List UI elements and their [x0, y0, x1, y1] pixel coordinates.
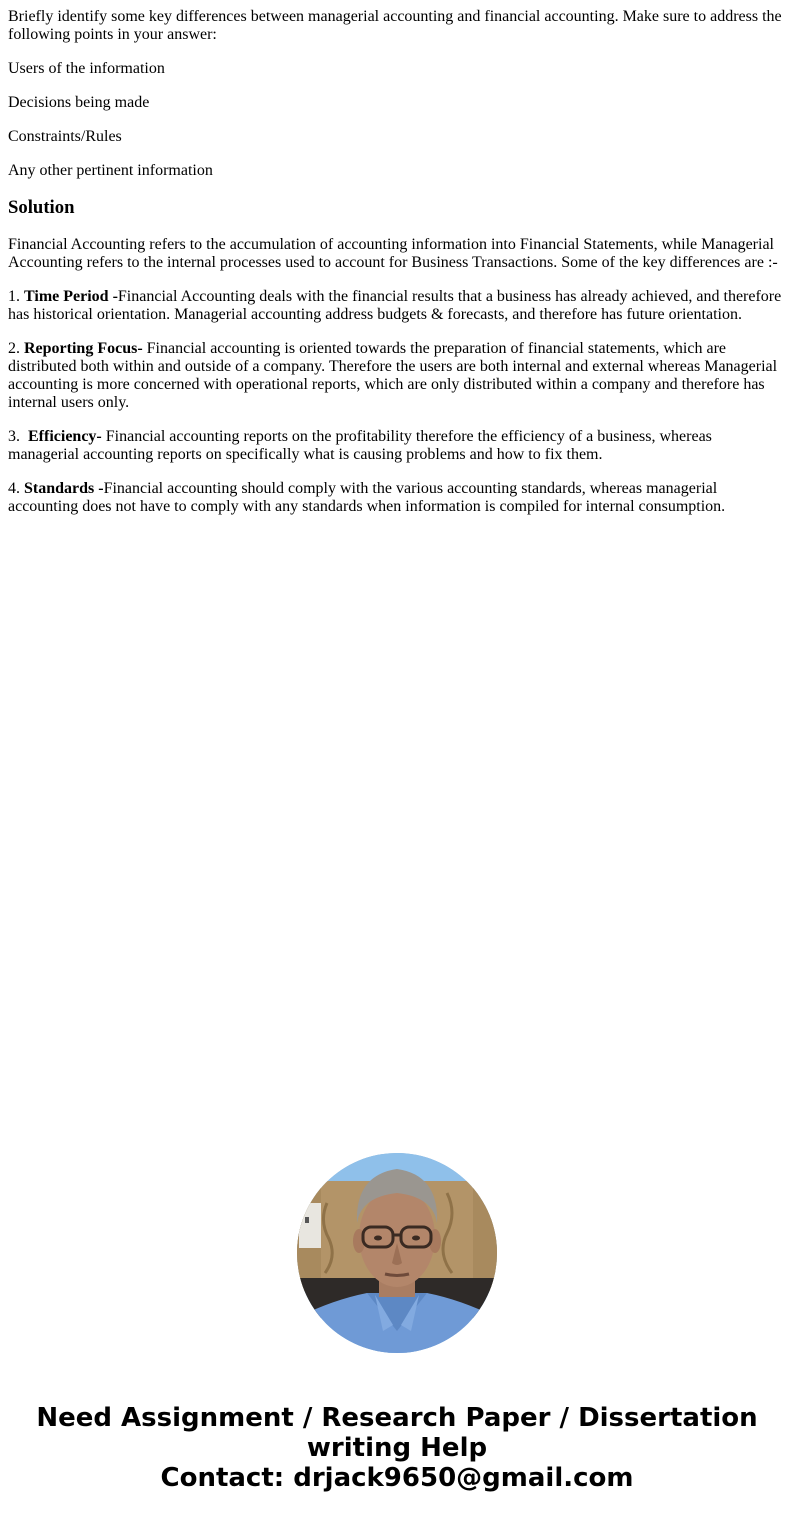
- item-text: Financial accounting reports on the profitability therefore the efficiency of a business, whereas managerial accounting reports on specifically what is causing problems and how to fix them.: [8, 428, 712, 463]
- solution-item-standards: [8, 480, 786, 516]
- avatar: [297, 1153, 497, 1353]
- promo-line-2: writing Help: [306, 1433, 488, 1463]
- item-number: 4.: [8, 480, 24, 497]
- question-point-users: Users of the information: [8, 60, 165, 77]
- person-photo-avatar-icon: [297, 1153, 497, 1353]
- item-number: 1.: [8, 288, 24, 305]
- item-number: 2.: [8, 340, 24, 357]
- item-title: Reporting Focus-: [24, 340, 143, 357]
- item-number: 3.: [8, 428, 28, 445]
- promo-contact: Contact: drjack9650@gmail.com: [160, 1463, 634, 1493]
- solution-item-time-period: [8, 288, 786, 324]
- solution-heading: Solution: [8, 197, 75, 218]
- item-text: Financial accounting should comply with the various accounting standards, whereas managerial accounting does not have to comply with any standards when information is compiled for internal consumption.: [8, 480, 726, 515]
- solution-item-efficiency: [8, 428, 786, 464]
- item-title: Efficiency-: [28, 428, 102, 445]
- question-point-other: Any other pertinent information: [8, 162, 213, 179]
- item-text: Financial Accounting deals with the financial results that a business has already achieved, and therefore has historical orientation. Managerial accounting address budgets & forecasts, and therefore has future orientation.: [8, 288, 782, 323]
- question-intro: Briefly identify some key differences between managerial accounting and financial accounting. Make sure to address the following points in your answer:: [8, 8, 782, 43]
- item-title: Standards -: [24, 480, 104, 497]
- document-body: [8, 8, 786, 532]
- question-point-constraints: Constraints/Rules: [8, 128, 122, 145]
- promo-line-1: Need Assignment / Research Paper / Dissertation: [36, 1403, 758, 1433]
- solution-item-reporting-focus: [8, 340, 786, 412]
- item-title: Time Period -: [24, 288, 118, 305]
- item-text: Financial accounting is oriented towards the preparation of financial statements, which are distributed both within and outside of a company. Therefore the users are both internal and external whereas Managerial accounting is more concerned with operational reports, which are only distributed within a company and therefore has internal users only.: [8, 340, 778, 411]
- solution-intro: Financial Accounting refers to the accumulation of accounting information into Financial Statements, while Managerial Accounting refers to the internal processes used to account for Business Transactions. Some of the key differences are :-: [8, 236, 778, 271]
- question-point-decisions: Decisions being made: [8, 94, 150, 111]
- promo-banner: [0, 1403, 794, 1493]
